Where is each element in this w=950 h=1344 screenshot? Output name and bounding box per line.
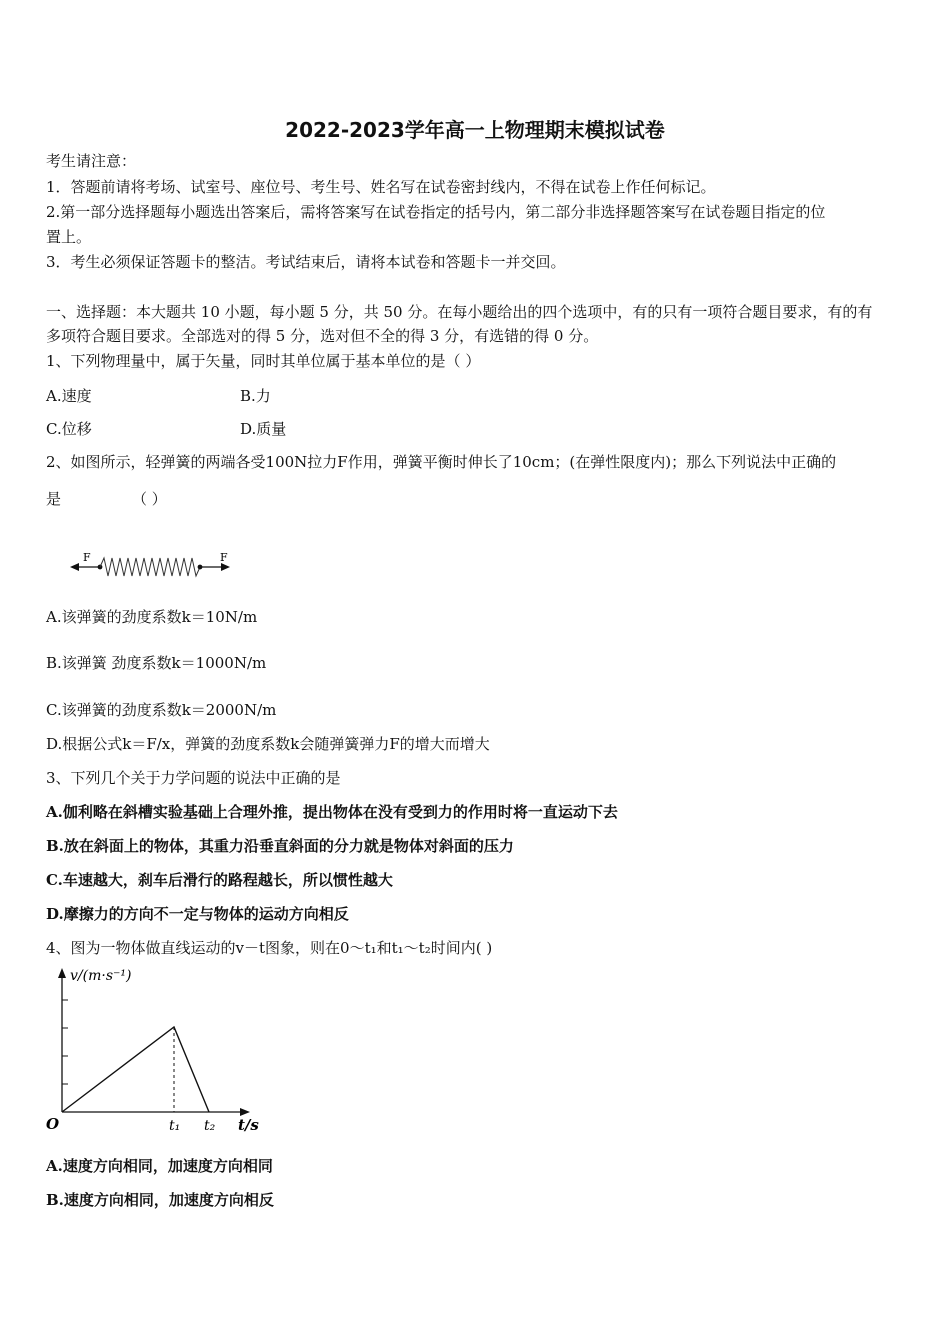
q3-option-b: B.放在斜面上的物体，其重力沿垂直斜面的分力就是物体对斜面的压力 <box>46 837 514 855</box>
section-instructions: 一、选择题：本大题共 10 小题，每小题 5 分，共 50 分。在每小题给出的四个选项中，有的只有一项符合题目要求，有的有 <box>46 303 873 321</box>
question-2-stem: 2、如图所示，轻弹簧的两端各受100N拉力F作用，弹簧平衡时伸长了10cm；(在弹性限度内)；那么下列说法中正确的 <box>46 453 837 471</box>
velocity-line <box>62 1027 209 1112</box>
q2-option-d: D.根据公式k＝F/x，弹簧的劲度系数k会随弹簧弹力F的增大而增大 <box>46 735 490 753</box>
notice-item: 置上。 <box>46 228 92 246</box>
spring-right-force-label: F <box>220 551 228 564</box>
q1-option-c: C.位移 <box>46 420 92 438</box>
spring-left-force-label: F <box>83 551 91 564</box>
q2-option-b: B.该弹簧 劲度系数k＝1000N/m <box>46 654 267 672</box>
right-arrowhead <box>221 563 230 571</box>
q3-option-c: C.车速越大，刹车后滑行的路程越长，所以惯性越大 <box>46 871 393 889</box>
notice-heading: 考生请注意： <box>46 152 137 170</box>
q1-option-d: D.质量 <box>240 420 287 438</box>
y-axis-label: v/(m·s⁻¹) <box>70 968 132 984</box>
question-4-stem: 4、图为一物体做直线运动的v－t图象，则在0～t₁和t₁～t₂时间内( ) <box>46 939 493 957</box>
notice-item: 2.第一部分选择题每小题选出答案后，需将答案写在试卷指定的括号内，第二部分非选择题答案写在试卷题目指定的位 <box>46 203 826 221</box>
q4-option-b: B.速度方向相同，加速度方向相反 <box>46 1191 274 1209</box>
spring-coil <box>100 558 200 576</box>
page-title: 2022-2023学年高一上物理期末模拟试卷 <box>285 118 665 142</box>
answer-parentheses: （ ） <box>132 490 167 508</box>
q1-option-a: A.速度 <box>46 387 92 405</box>
origin-label: O <box>46 1115 60 1133</box>
notice-item: 1．答题前请将考场、试室号、座位号、考生号、姓名写在试卷密封线内，不得在试卷上作任何标记。 <box>46 178 716 196</box>
q4-option-a: A.速度方向相同，加速度方向相同 <box>46 1157 273 1175</box>
q1-option-b: B.力 <box>240 387 271 405</box>
section-instructions: 多项符合题目要求。全部选对的得 5 分，选对但不全的得 3 分，有选错的得 0 分。 <box>46 327 599 345</box>
left-arrowhead <box>70 563 79 571</box>
x-axis-arrowhead <box>240 1108 250 1116</box>
notice-item: 3．考生必须保证答题卡的整洁。考试结束后，请将本试卷和答题卡一并交回。 <box>46 253 566 271</box>
t2-label: t₂ <box>204 1118 216 1134</box>
q3-option-a: A.伽利略在斜槽实验基础上合理外推，提出物体在没有受到力的作用时将一直运动下去 <box>46 803 618 821</box>
vt-graph <box>44 962 274 1138</box>
question-1-stem: 1、下列物理量中，属于矢量，同时其单位属于基本单位的是（ ） <box>46 352 481 370</box>
q2-option-c: C.该弹簧的劲度系数k＝2000N/m <box>46 701 277 719</box>
spring-figure <box>66 548 236 584</box>
question-2-stem-cont: 是 <box>46 490 62 508</box>
x-axis-label: t/s <box>238 1116 259 1134</box>
y-axis-arrowhead <box>58 968 66 978</box>
q2-option-a: A.该弹簧的劲度系数k＝10N/m <box>46 608 258 626</box>
question-3-stem: 3、下列几个关于力学问题的说法中正确的是 <box>46 769 341 787</box>
q3-option-d: D.摩擦力的方向不一定与物体的运动方向相反 <box>46 905 349 923</box>
t1-label: t₁ <box>169 1118 181 1134</box>
